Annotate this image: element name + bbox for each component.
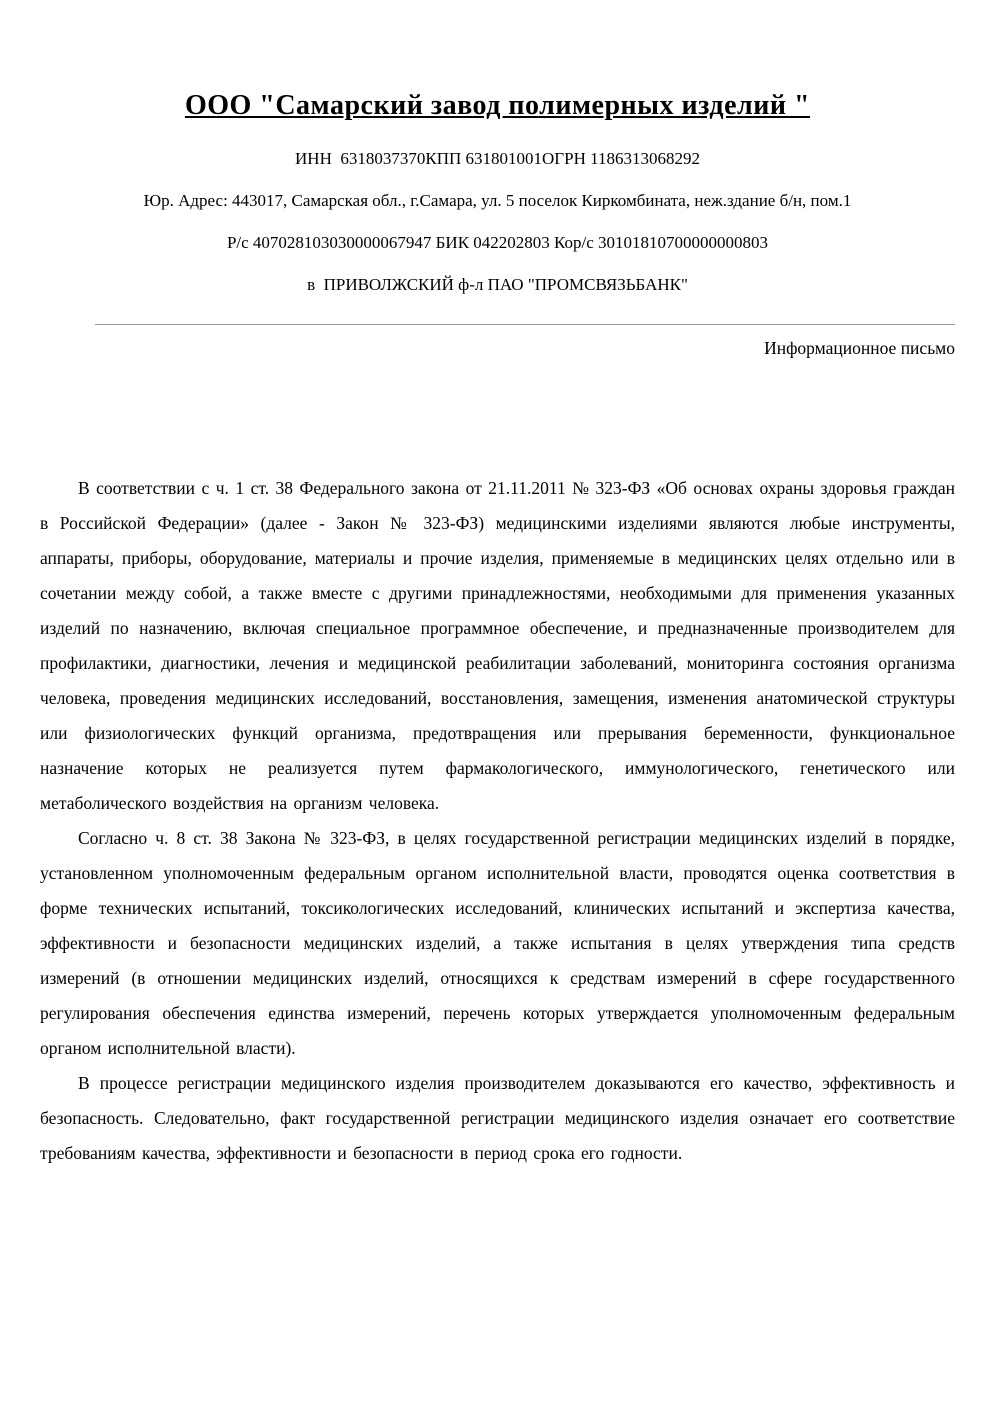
paragraph-1: В соответствии с ч. 1 ст. 38 Федерального закона от 21.11.2011 № 323-ФЗ «Об основах охраны здоровья граждан в Российской Федерации» (далее - Закон № 323-ФЗ) медицинскими изделиями являются любые инструменты, аппараты, приборы, оборудование, материалы и прочие изделия, применяемые в медицинских целях отдельно или в сочетании между собой, а также вместе с другими принадлежностями, необходимыми для применения указанных изделий по назначению, включая специальное программное обеспечение, и предназначенные производителем для профилактики, диагностики, лечения и медицинской реабилитации заболеваний, мониторинга состояния организма человека, проведения медицинских исследований, восстановления, замещения, изменения анатомической структуры или физиологических функций организма, предотвращения или прерывания беременности, функциональное назначение которых не реализуется путем фармакологического, иммунологического, генетического или метаболического воздействия на организм человека. <box>40 478 955 813</box>
company-bank-account-line: Р/с 407028103030000067947 БИК 042202803 Кор/с 30101810700000000803 <box>226 233 769 252</box>
company-address-line: Юр. Адрес: 443017, Самарская обл., г.Самара, ул. 5 поселок Киркомбината, неж.здание б/н, пом.1 <box>143 191 852 210</box>
document-type-label: Информационное письмо <box>764 338 955 358</box>
company-inn-kpp-ogrn-line: ИНН 6318037370КПП 631801001ОГРН 1186313068292 <box>295 149 700 168</box>
paragraph-3: В процессе регистрации медицинского изделия производителем доказываются его качество, эффективность и безопасность. Следовательно, факт государственной регистрации медицинского изделия означает его соответствие требованиям качества, эффективности и безопасности в период срока его годности. <box>40 1073 955 1163</box>
header-divider <box>95 324 955 325</box>
company-bank-name-line: в ПРИВОЛЖСКИЙ ф-л ПАО "ПРОМСВЯЗЬБАНК" <box>307 275 688 294</box>
paragraph-2: Согласно ч. 8 ст. 38 Закона № 323-ФЗ, в целях государственной регистрации медицинских изделий в порядке, установленном уполномоченным федеральным органом исполнительной власти, проводятся оценка соответствия в форме технических испытаний, токсикологических исследований, клинических испытаний и экспертиза качества, эффективности и безопасности медицинских изделий, а также испытания в целях утверждения типа средств измерений (в отношении медицинских изделий, относящихся к средствам измерений в сфере государственного регулирования обеспечения единства измерений, перечень которых утверждается уполномоченным федеральным органом исполнительной власти). <box>40 828 955 1058</box>
company-name: ООО "Самарский завод полимерных изделий " <box>184 90 811 121</box>
letterhead <box>40 90 955 295</box>
letter-body <box>40 471 955 1171</box>
